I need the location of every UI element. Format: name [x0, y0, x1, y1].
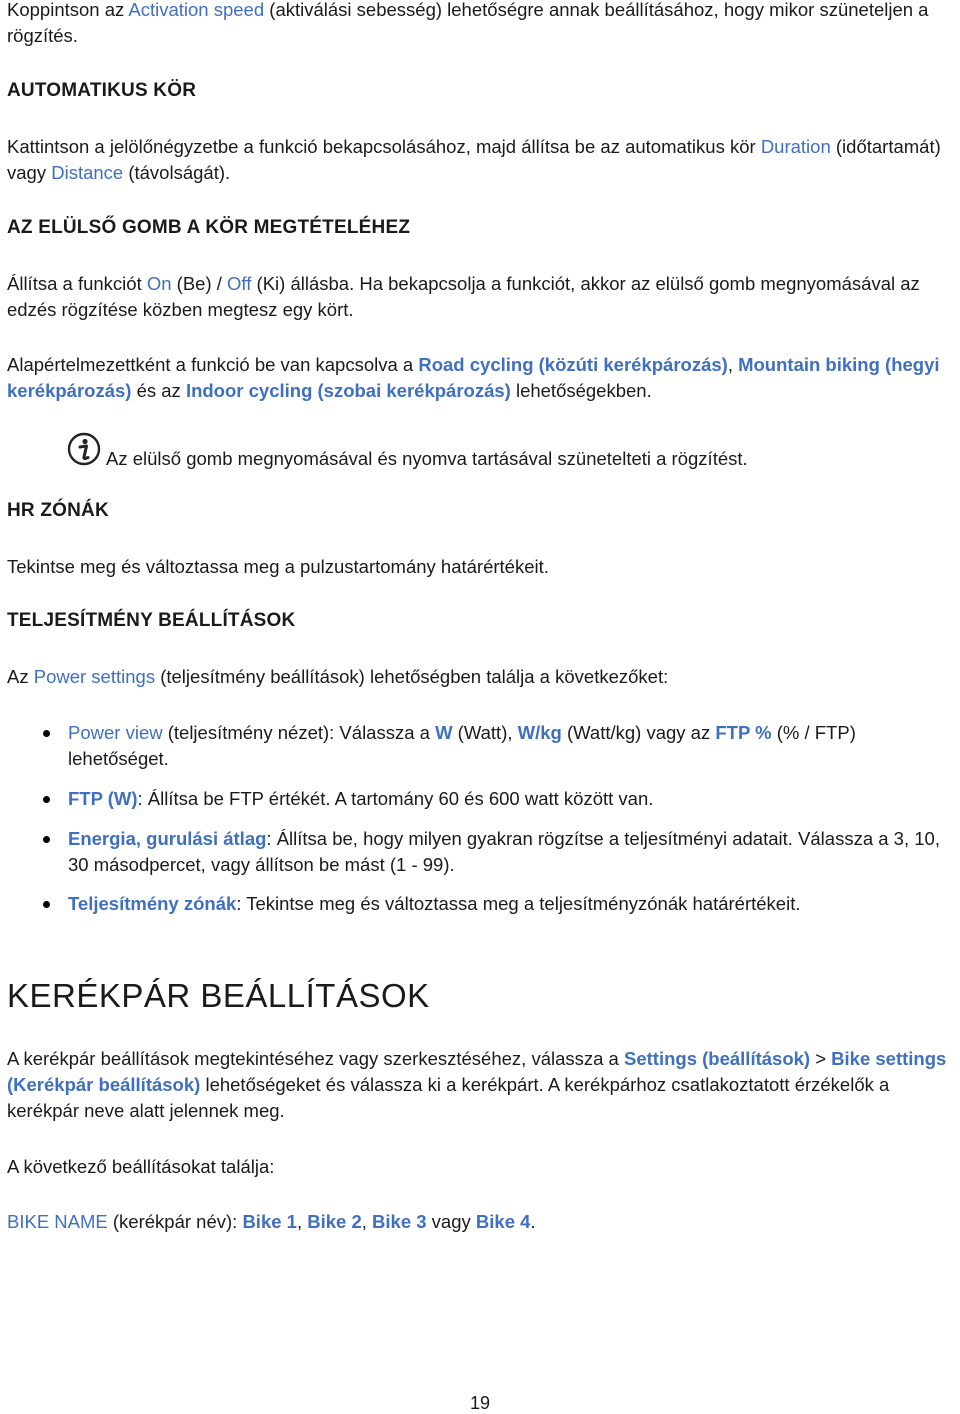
info-icon [67, 432, 101, 466]
bike-settings-heading: KERÉKPÁR BEÁLLÍTÁSOK [7, 977, 430, 1014]
wkg-term: W/kg [517, 722, 562, 743]
text: . [530, 1211, 536, 1232]
text: Koppintson az [7, 0, 129, 20]
power-settings-paragraph [7, 664, 952, 690]
activation-speed-term: Activation speed [128, 0, 265, 20]
front-button-paragraph [7, 271, 952, 323]
ftp-w-term: FTP (W) [68, 788, 138, 809]
power-settings-term: Power settings [33, 666, 156, 687]
road-cycling-term: Road cycling (közúti kerékpározás) [418, 354, 728, 375]
following-settings-paragraph: A következő beállításokat találja: [7, 1156, 275, 1177]
autolap-paragraph [7, 134, 952, 186]
off-term: Off [227, 273, 252, 294]
text: : Tekintse meg és változtassa meg a teljesítményzónák határértékeit. [236, 893, 801, 914]
text: (távolságát). [123, 162, 231, 183]
text: (időtartamát) vagy [7, 136, 941, 183]
text: Állítsa a funkciót [7, 273, 147, 294]
text: , [296, 1211, 308, 1232]
text: lehetőségeket és válassza ki a kerékpárt. A kerékpárhoz csatlakoztatott érzékelők a kerékpár neve alatt jelennek meg. [7, 1074, 890, 1121]
bike-4-term: Bike 4 [475, 1211, 531, 1232]
settings-term: Settings (beállítások) [624, 1048, 811, 1069]
power-settings-heading: TELJESÍTMÉNY BEÁLLÍTÁSOK [7, 610, 296, 631]
power-zones-term: Teljesítmény zónák [68, 893, 237, 914]
text: (aktiválási sebesség) lehetőségre annak beállításához, hogy mikor szüneteljen a rögzítés. [7, 0, 929, 46]
power-view-term: Power view [68, 722, 163, 743]
on-term: On [146, 273, 172, 294]
text: lehetőségekben. [510, 380, 652, 401]
text: és az [131, 380, 186, 401]
list-item [68, 720, 940, 772]
bike-2-term: Bike 2 [307, 1211, 362, 1232]
mountain-biking-term: Mountain biking (hegyi kerékpározás) [7, 354, 940, 401]
duration-term: Duration [760, 136, 831, 157]
text: Kattintson a jelölőnégyzetbe a funkció bekapcsolásához, majd állítsa be az automatikus kör [7, 136, 761, 157]
text: (Watt), [452, 722, 518, 743]
ftp-percent-term: FTP % [715, 722, 772, 743]
autolap-heading: AUTOMATIKUS KÖR [7, 80, 197, 101]
text: vagy [426, 1211, 476, 1232]
text: > [810, 1048, 832, 1069]
text: A kerékpár beállítások megtekintéséhez vagy szerkesztéséhez, válassza a [7, 1048, 624, 1069]
bike-1-term: Bike 1 [242, 1211, 297, 1232]
text: : Állítsa be, hogy milyen gyakran rögzítse a teljesítményi adatait. Válassza a 3, 10, 30 másodpercet, vagy állítson be mást (1 - 99). [68, 828, 940, 875]
text: (% / FTP) lehetőséget. [68, 722, 856, 769]
page-number: 19 [469, 1393, 491, 1413]
text: (Ki) állásba. Ha bekapcsolja a funkciót, akkor az elülső gomb megnyomásával az edzés rögzítése közben megtesz egy kört. [7, 273, 920, 320]
text: , [361, 1211, 373, 1232]
text: (kerékpár név): [107, 1211, 243, 1232]
front-button-heading: AZ ELÜLSŐ GOMB A KÖR MEGTÉTELÉHEZ [7, 217, 411, 238]
w-term: W [435, 722, 453, 743]
bike-name-paragraph [7, 1209, 952, 1235]
text: (teljesítmény beállítások) lehetőségben találja a következőket: [155, 666, 669, 687]
bike-settings-term: Bike settings (Kerékpár beállítások) [7, 1048, 947, 1095]
text: (Be) / [171, 273, 228, 294]
text: Alapértelmezettként a funkció be van kapcsolva a [7, 354, 419, 375]
list-item [68, 786, 940, 812]
list-item [68, 891, 940, 917]
text: : Állítsa be FTP értékét. A tartomány 60 és 600 watt között van. [137, 788, 654, 809]
bike-settings-paragraph [7, 1046, 952, 1124]
default-paragraph [7, 352, 952, 404]
text: (teljesítmény nézet): Válassza a [162, 722, 436, 743]
activation-paragraph [7, 0, 952, 49]
hr-zones-heading: HR ZÓNÁK [7, 500, 109, 521]
info-note-text: Az elülső gomb megnyomásával és nyomva tartásával szünetelteti a rögzítést. [106, 448, 748, 469]
distance-term: Distance [51, 162, 124, 183]
bike-3-term: Bike 3 [372, 1211, 427, 1232]
text: Az [7, 666, 34, 687]
indoor-cycling-term: Indoor cycling (szobai kerékpározás) [185, 380, 511, 401]
hr-zones-paragraph: Tekintse meg és változtassa meg a pulzustartomány határértékeit. [7, 556, 549, 577]
bike-name-term: BIKE NAME [7, 1211, 108, 1232]
text: , [727, 354, 739, 375]
energy-average-term: Energia, gurulási átlag [68, 828, 267, 849]
list-item [68, 826, 940, 878]
text: (Watt/kg) vagy az [561, 722, 716, 743]
